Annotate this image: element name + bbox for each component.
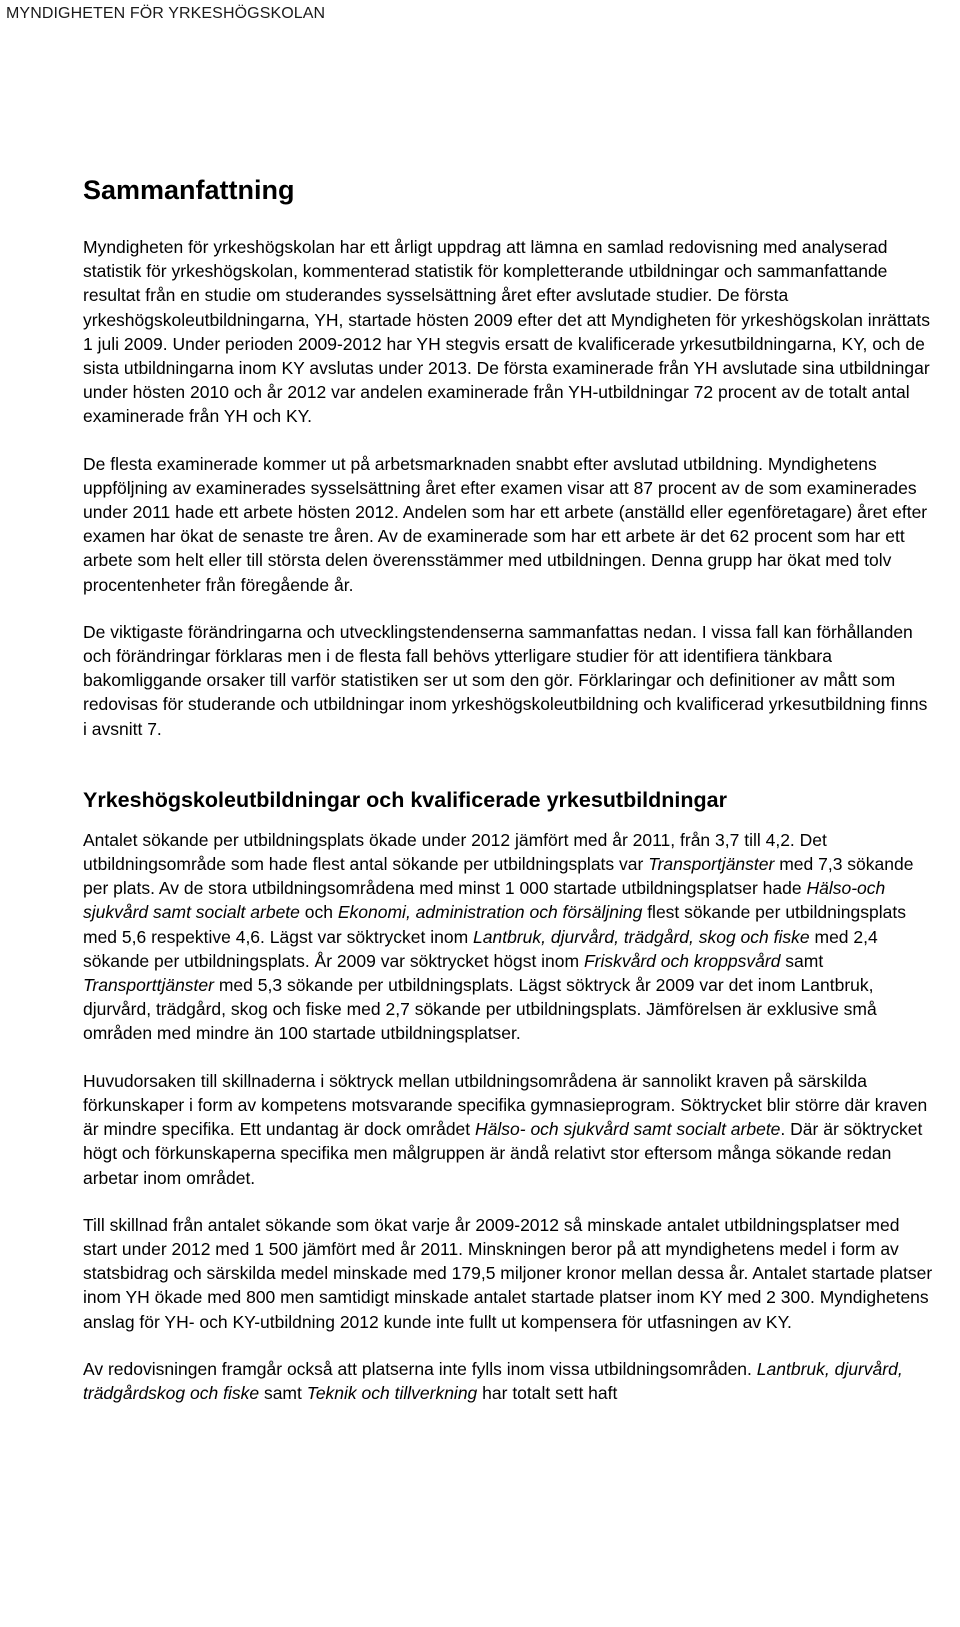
text-run: flest sökande per utbildningsplats med 5,6 respektive 4,6. Lägst var söktrycket inom	[83, 902, 906, 947]
summary-paragraph-3: De viktigaste förändringarna och utvecklingstendenserna sammanfattas nedan. I vissa fall kan förhållanden och förändringar förklaras men i de flesta fall behövs ytterligare studier för att identifiera tänkbara bakomliggande orsaker till varför statistiken ser ut som den gör. Förklaringar och definitioner av mått som redovisas för studerande och utbildningar inom yrkeshögskoleutbildning och kvalificerad yrkesutbildning finns i avsnitt 7.	[83, 621, 928, 739]
text-run: Huvudorsaken till skillnaderna i söktryck mellan utbildningsområdena är sannolikt kraven på särskilda förkunskaper i form av kompetens motsvarande specifika gymnasieprogram. Söktrycket blir större där kraven är mindre specifika. Ett undantag är dock området	[83, 1070, 928, 1140]
text-run: Av redovisningen framgår också att platserna inte fylls inom vissa utbildningsområden.	[83, 1358, 757, 1379]
italic-term: Friskvård och kroppsvård	[583, 950, 781, 971]
text-run: har totalt sett haft	[477, 1382, 618, 1403]
italic-term: Transporttjänster	[83, 975, 214, 996]
summary-paragraph-2: De flesta examinerade kommer ut på arbetsmarknaden snabbt efter avslutad utbildning. Myndighetens uppföljning av examinerades sysselsättning året efter examen visar att 87 procent av de som examinerades under 2011 hade ett arbete hösten 2012. Andelen som har ett arbete (anställd eller egenföretagare) året efter examen har ökat de senaste tre åren. Av de examinerade som har ett arbete är det 62 procent som har ett arbete som helt eller till största delen överensstämmer med utbildningen. Denna grupp har ökat med tolv procentenheter från föregående år.	[83, 453, 928, 595]
text-run: samt	[259, 1382, 307, 1403]
section-paragraph-2	[83, 1069, 933, 1190]
section-paragraph-4	[83, 1357, 933, 1405]
text-run: med 2,4 sökande per utbildningsplats. År 2009 var söktrycket högst inom	[83, 926, 878, 971]
section-paragraph-3: Till skillnad från antalet sökande som ökat varje år 2009-2012 så minskade antalet utbildningsplatser med start under 2012 med 1 500 jämfört med år 2011. Minskningen beror på att myndighetens medel i form av statsbidrag och särskilda medel minskade med 179,5 miljoner kronor mellan dessa år. Antalet startade platser inom YH ökade med 800 men samtidigt minskade antalet startade platser inom KY med 2 300. Myndighetens anslag för YH- och KY-utbildning 2012 kunde inte fullt ut kompensera för utfasningen av KY.	[83, 1214, 933, 1332]
italic-term: Hälso- och sjukvård samt socialt arbete	[475, 1119, 781, 1140]
italic-term: Ekonomi, administration och försäljning	[337, 902, 643, 923]
summary-paragraph-1: Myndigheten för yrkeshögskolan har ett årligt uppdrag att lämna en samlad redovisning med analyserad statistik för yrkeshögskolan, kommenterad statistik för kompletterande utbildningar och sammanfattande resultat från en studie om studerandes sysselsättning året efter avslutade studier. De första yrkeshögskoleutbildningarna, YH, startade hösten 2009 efter det att Myndigheten för yrkeshögskolan inrättats 1 juli 2009. Under perioden 2009-2012 har YH stegvis ersatt de kvalificerade yrkesutbildningarna, KY, och de sista utbildningarna inom KY avslutas under 2013. De första examinerade från YH avslutade sina utbildningar under hösten 2010 och år 2012 var andelen examinerade från YH-utbildningar 72 procent av de totalt antal examinerade från YH och KY.	[83, 237, 930, 427]
section-paragraph-1	[83, 828, 933, 1046]
italic-term: Hälso-och sjukvård samt socialt arbete	[83, 878, 886, 923]
page-content	[83, 172, 933, 1428]
text-run: . Där är söktrycket högt och förkunskaperna specifika men målgruppen är ändå relativt stor eftersom många sökande redan arbetar inom området.	[83, 1119, 923, 1188]
italic-term: Transportjänster	[648, 854, 775, 875]
text-run: med 7,3 sökande per plats. Av de stora utbildningsområdena med minst 1 000 startade utbildningsplatser hade	[83, 854, 914, 899]
running-header: MYNDIGHETEN FÖR YRKESHÖGSKOLAN	[6, 5, 326, 22]
italic-term: Lantbruk, djurvård, trädgårdskog och fiske	[83, 1358, 903, 1403]
italic-term: Teknik och tillverkning	[306, 1382, 478, 1403]
section-title-yh-ky: Yrkeshögskoleutbildningar och kvalificerade yrkesutbildningar	[83, 787, 727, 812]
text-run: samt	[780, 950, 824, 971]
text-run: Antalet sökande per utbildningsplats ökade under 2012 jämfört med år 2011, från 3,7 till 4,2. Det utbildningsområde som hade flest antal sökande per utbildningsplats var	[83, 829, 827, 875]
italic-term: Lantbruk, djurvård, trädgård, skog och fiske	[473, 926, 810, 947]
text-run: och	[299, 902, 338, 923]
text-run: med 5,3 sökande per utbildningsplats. Lägst söktryck år 2009 var det inom Lantbruk, djurvård, trädgård, skog och fiske med 2,7 sökande per utbildningsplats. Jämförelsen är exklusive små områden med mindre än 100 startade utbildningsplatser.	[83, 975, 877, 1044]
summary-title: Sammanfattning	[83, 175, 295, 205]
